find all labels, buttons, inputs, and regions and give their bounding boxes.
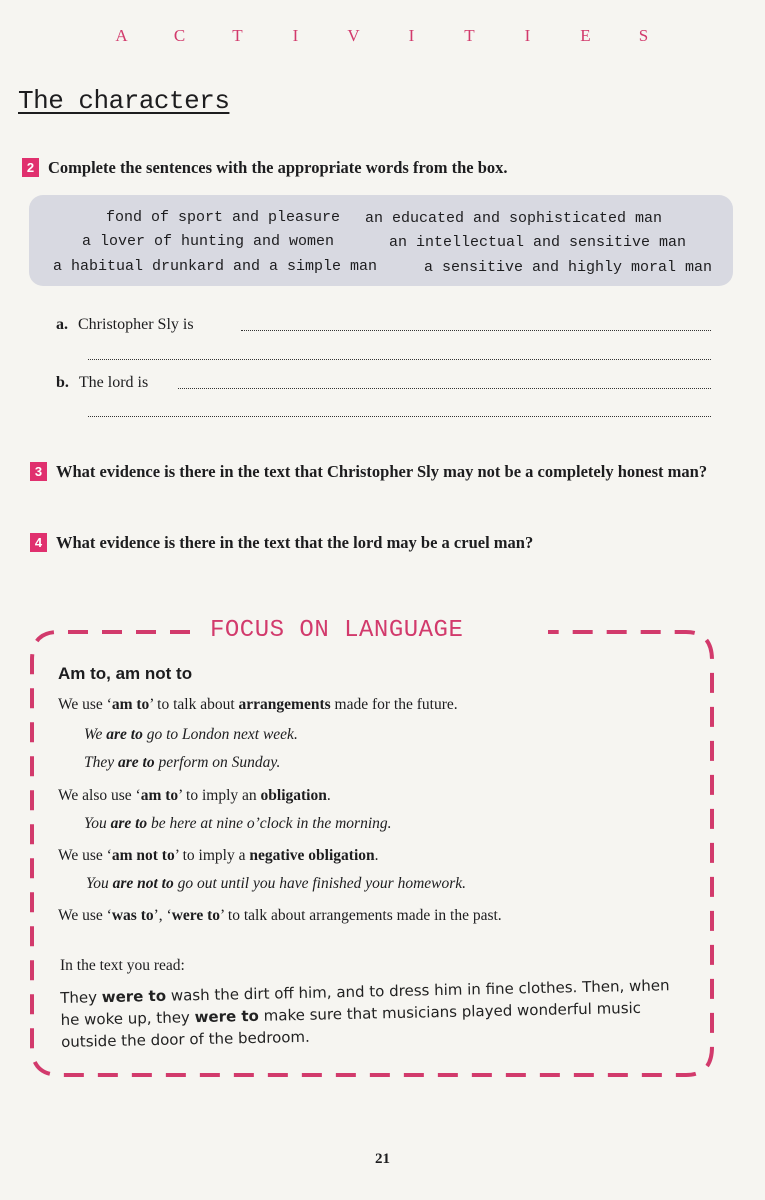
question-number-badge: 2 [22,158,39,177]
question-text: What evidence is there in the text that the lord may be a cruel man? [56,533,534,552]
word-option: a habitual drunkard and a simple man [53,258,378,275]
text-segment: We use ‘ [58,847,112,864]
item-label: b. [56,374,69,391]
header-letter: E [580,26,591,45]
word-option: an intellectual and sensitive man [389,234,687,251]
text-segment: go out until you have finished your homework. [173,875,467,892]
text-segment: make sure that musicians played wonderful music outside the door of the bedroom. [60,998,642,1051]
section-title: The characters [18,86,230,116]
bold-term: am to [140,787,179,804]
example-sentence [84,726,298,744]
question-text: What evidence is there in the text that Christopher Sly may not be a completely honest man? [56,462,708,481]
question-4 [30,530,720,555]
bold-term: are to [106,726,143,743]
text-segment: wash the dirt off him, and to dress him in fine clothes. Then, when he woke up, they [60,976,670,1029]
word-option: a sensitive and highly moral man [424,259,713,276]
header-letter: I [292,26,299,45]
page-header [0,26,765,46]
text-segment: They [60,988,102,1007]
header-letter: V [347,26,360,45]
question-text: Complete the sentences with the appropriate words from the box. [48,158,508,177]
bold-term: arrangements [238,696,331,713]
bold-term: were to [194,1006,260,1027]
header-letter: T [464,26,475,45]
header-letter: T [232,26,243,45]
text-segment: ’ to imply an [178,787,261,804]
bold-term: were to [101,986,167,1007]
example-sentence [86,875,466,893]
question-number-badge: 3 [30,462,47,481]
bold-term: obligation [260,787,327,804]
text-segment: be here at nine o’clock in the morning. [147,815,392,832]
item-text: Christopher Sly is [78,316,194,333]
example-sentence [84,815,392,833]
text-segment: ’, ‘ [153,907,172,924]
rule-obligation [58,787,331,805]
rule-negative-obligation [58,847,379,865]
header-letter: I [524,26,531,45]
bold-term: are not to [112,875,174,892]
sentence-item-a [56,316,194,334]
item-label: a. [56,316,68,333]
text-segment: We also use ‘ [58,787,141,804]
text-segment: . [374,847,379,864]
answer-line[interactable] [178,388,711,389]
answer-line[interactable] [88,359,711,360]
text-segment: ’ to talk about [149,696,239,713]
word-option: fond of sport and pleasure [106,209,341,226]
text-segment: We use ‘ [58,696,112,713]
word-option: an educated and sophisticated man [365,210,663,227]
text-segment: perform on Sunday. [154,754,281,771]
bold-term: was to [111,907,154,924]
page-number: 21 [375,1151,390,1167]
header-letter: C [173,26,186,45]
item-text: The lord is [78,374,149,391]
text-segment: ’ to imply a [174,847,250,864]
text-segment: ’ to talk about arrangements made in the past. [220,907,502,924]
rule-future-arrangements [58,696,458,714]
rule-past-arrangements [58,907,502,925]
bold-term: are to [110,815,148,832]
example-sentence [84,754,280,772]
text-segment: made for the future. [330,696,458,713]
bold-term: am to [111,696,150,713]
question-3 [30,459,720,484]
question-2 [22,155,722,180]
in-text-label: In the text you read: [60,957,185,974]
focus-title: FOCUS ON LANGUAGE [204,617,469,644]
text-segment: They [84,754,119,771]
text-quote [60,974,681,1053]
text-segment: We [84,726,107,743]
focus-heading: Am to, am not to [58,664,193,683]
bold-term: negative obligation [249,847,375,864]
header-letter: I [408,26,415,45]
header-letter: S [638,26,649,45]
text-segment: go to London next week. [142,726,298,743]
text-segment: . [326,787,331,804]
bold-term: were to [171,907,221,924]
text-segment: You [84,815,111,832]
bold-term: am not to [111,847,175,864]
word-option: a lover of hunting and women [82,233,335,250]
question-number-badge: 4 [30,533,47,552]
answer-line[interactable] [241,330,711,331]
answer-line[interactable] [88,416,711,417]
bold-term: are to [118,754,155,771]
sentence-item-b [56,374,148,392]
text-segment: We use ‘ [58,907,112,924]
text-segment: You [86,875,113,892]
word-box [29,195,733,286]
header-letter: A [115,26,128,45]
